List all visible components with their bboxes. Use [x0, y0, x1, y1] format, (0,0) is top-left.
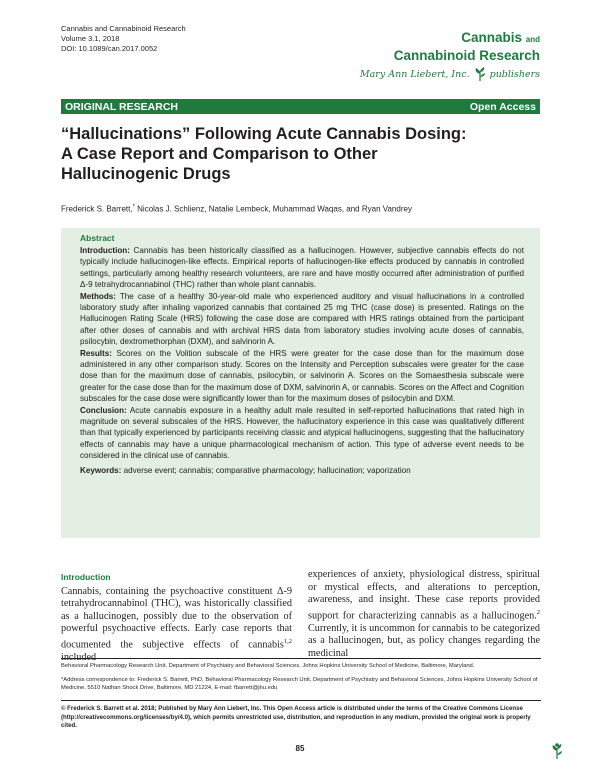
- title-line-3: Hallucinogenic Drugs: [61, 165, 231, 183]
- brand-and: and: [525, 35, 540, 44]
- intro-label: Introduction:: [80, 246, 130, 256]
- publisher-logo: [360, 66, 540, 82]
- col1-text-end: included: [61, 651, 97, 663]
- journal-meta: [61, 24, 186, 54]
- brand-line2: Cannabinoid Research: [393, 48, 540, 63]
- first-author: Frederick S. Barrett,: [61, 204, 133, 214]
- abstract-introduction: [80, 245, 524, 290]
- keywords-text: adverse event; cannabis; comparative pharmacology; hallucination; vaporization: [121, 466, 411, 476]
- corresponding-mark: *: [132, 204, 135, 210]
- keywords-label: Keywords:: [80, 466, 122, 476]
- abstract-methods: [80, 291, 524, 347]
- license-text: © Frederick S. Barrett et al. 2018; Published by Mary Ann Liebert, Inc. This Open Access article is distributed under the terms of the Creative Commons License (http://creativecommons.org/licenses/by/4.0), which permits unrestricted use, distribution, and reproduction in any medium, provided the original work is properly cited.: [61, 705, 531, 729]
- footnote-rule: [61, 658, 541, 659]
- results-label: Results:: [80, 349, 112, 359]
- journal-name: Cannabis and Cannabinoid Research: [61, 24, 186, 33]
- correspondence: *Address correspondence to: Frederick S. Barrett, PhD, Behavioral Pharmacology Research Unit, Department of Psychiatry and Behavioral Sciences, Johns Hopkins University School of Medicine, 5510 Nathan Shock Drive, Baltimore, MD 21224, E-mail: fbarrett@jhu.edu: [61, 677, 538, 691]
- body-column-left: [61, 571, 292, 665]
- journal-doi: DOI: 10.1089/can.2017.0052: [61, 44, 158, 53]
- title-line-1: “Hallucinations” Following Acute Cannabis Dosing:: [61, 125, 467, 143]
- title-line-2: A Case Report and Comparison to Other: [61, 145, 378, 163]
- author-list: [61, 204, 412, 214]
- journal-volume: Volume 3.1, 2018: [61, 34, 120, 43]
- abstract-heading: Abstract: [80, 233, 115, 243]
- other-authors: Nicolas J. Schlienz, Natalie Lembeck, Muhammad Waqas, and Ryan Vandrey: [134, 204, 412, 214]
- article-title: [61, 124, 541, 184]
- affiliation: Behavioral Pharmacology Research Unit, Department of Psychiatry and Behavioral Sciences, Johns Hopkins University School of Medicine, Baltimore, Maryland.: [61, 663, 475, 669]
- col2-text: experiences of anxiety, physiological distress, spiritual or mystical effects, and alterations to perception, awareness, and insight. These case reports provided support for characterizing cannabis as a hallucinogen.: [308, 569, 540, 622]
- results-text: Scores on the Volition subscale of the HRS were greater for the case dose than for the maximum dose administered in any other comparison study. Scores on the Intensity and Perception subscales were greater for the case dose than for the maximum dose of cannabis, psilocybin, or salvinorin A. Scores on the Somaesthesia subscale were greater for the case dose than for the maximum dose of DXM, salvinorin A, or cannabis. Scores on the Affect and Cognition subscales for the case dose were significantly lower than for the maximum doses of psilocybin and DXM.: [80, 349, 524, 403]
- abstract-results: [80, 348, 524, 404]
- article-type: ORIGINAL RESEARCH: [65, 100, 178, 113]
- journal-brand: [394, 30, 540, 64]
- abstract-keywords: [80, 465, 524, 476]
- body-column-right: [308, 569, 540, 661]
- flower-logo-icon: [550, 742, 564, 760]
- col1-ref: 1,2: [283, 637, 292, 645]
- intro-text: Cannabis has been historically classified as a hallucinogen. However, subjective cannabis effects do not typically include hallucinogen-like effects. Empirical reports of hallucinogen-like effects produced by cannabis in controlled settings, particularly among healthy research volunteers, are rare and have mostly occurred after administration of purified Δ-9 tetrahydrocannabinol (THC) rather than whole plant cannabis.: [80, 246, 524, 289]
- brand-line1: Cannabis: [461, 30, 522, 45]
- publisher-word: publishers: [489, 68, 540, 80]
- conclusion-label: Conclusion:: [80, 406, 127, 416]
- abstract-conclusion: [80, 405, 524, 461]
- plant-logo-icon: [474, 66, 486, 82]
- abstract-box: [61, 228, 540, 538]
- col2-text-end: Currently, it is uncommon for cannabis to be categorized as a hallucinogen, but, as policy changes regarding the medicinal: [308, 622, 540, 659]
- license-rule: [61, 700, 541, 701]
- col1-text: Cannabis, containing the psychoactive constituent Δ-9 tetrahydrocannabinol (THC), was historically classified as a hallucinogen, possibly due to the observation of powerful psychoactive effects. Early case reports that documented the subjective effects of cannabis: [61, 585, 292, 651]
- col2-ref: 2: [536, 608, 540, 616]
- conclusion-text: Acute cannabis exposure in a healthy adult male resulted in self-reported hallucinations that rated high in magnitude on several subscales of the HRS. However, the hallucinatory experience in this case was qualitatively different than that typically experienced by participants receiving classic and atypical hallucinogens, suggesting that the hallucinatory effects of cannabis may have a unique pharmacological mechanism of action. This type of adverse event needs to be considered in the clinical use of cannabis.: [80, 406, 524, 460]
- publisher-name: Mary Ann Liebert, Inc.: [359, 68, 470, 80]
- methods-text: The case of a healthy 30-year-old male who experienced auditory and visual hallucinations in a controlled laboratory study after inhaling vaporized cannabis that contained 25 mg THC (case dose) is presented. Ratings on the Hallucinogen Rating Scale (HRS) following the case dose are compared with HRS ratings obtained from the participant after other doses of cannabis and with archival HRS data from laboratory studies involving acute doses of cannabis, psilocybin, dextromethorphan (DXM), and salvinorin A.: [80, 292, 524, 346]
- page-number: 85: [295, 744, 305, 753]
- introduction-heading: Introduction: [61, 572, 111, 582]
- section-banner: [61, 99, 540, 114]
- access-label: Open Access: [469, 100, 536, 113]
- methods-label: Methods:: [80, 292, 116, 302]
